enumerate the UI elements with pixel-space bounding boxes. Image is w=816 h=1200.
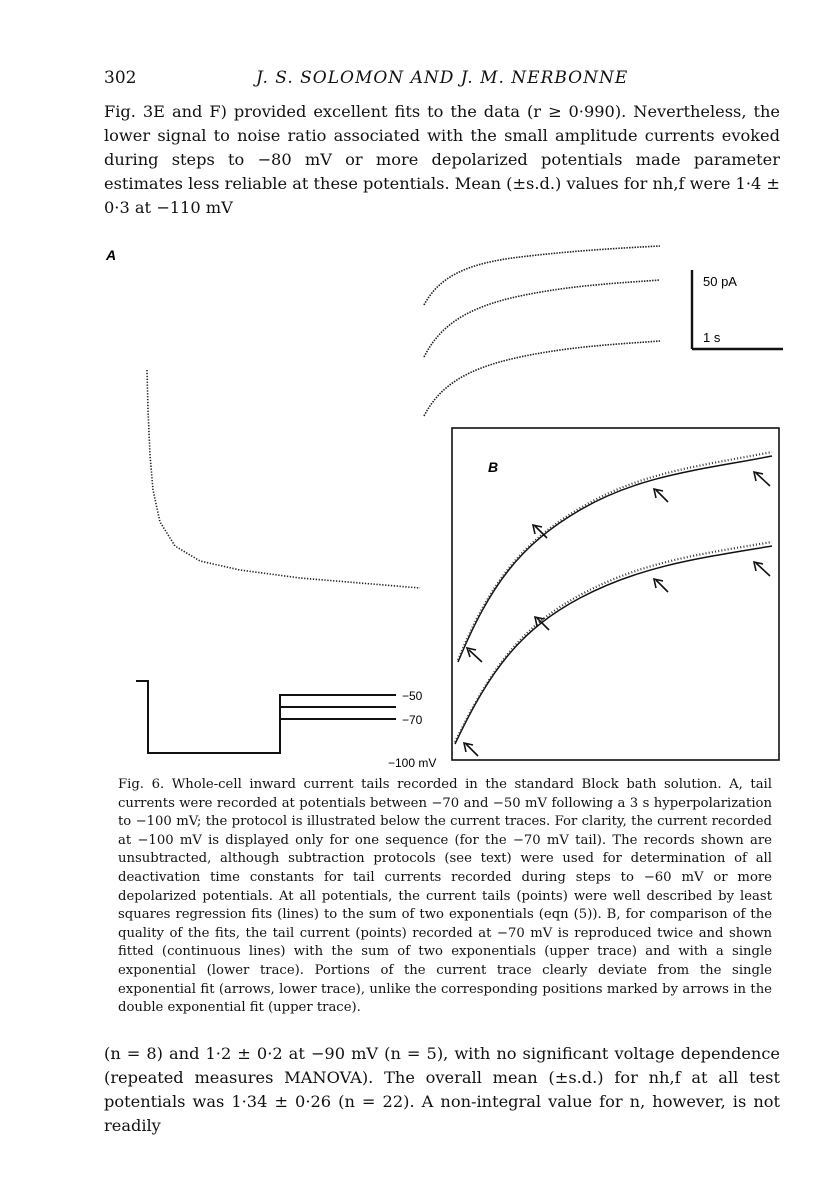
voltage-protocol — [136, 681, 396, 753]
tail-trace-middle — [424, 280, 660, 357]
arrow-icon — [654, 579, 668, 592]
arrow-icon — [467, 648, 482, 662]
double-exponential-fit — [458, 452, 772, 662]
single-exponential-fit — [455, 542, 772, 744]
arrow-icon — [754, 562, 770, 576]
body-paragraph-top: Fig. 3E and F) provided excellent fits to the data (r ≥ 0·990). Nevertheless, the lower signal to noise ratio associated with the small amplitude currents evoked during steps to −80 mV or more depolarized potentials made parameter estimates less reliable at these potentials. Mean (±s.d.) values for nh,f were 1·4 ± 0·3 at −110 mV — [104, 102, 780, 217]
protocol-label-minus-50: −50 — [402, 689, 423, 703]
running-head: J. S. SOLOMON AND J. M. NERBONNE — [256, 68, 629, 88]
figure-caption: Fig. 6. Whole-cell inward current tails recorded in the standard Block bath solution. A, tail currents were recorded at potentials between −70 and −50 mV following a 3 s hyperpolarization to −100 mV; the protocol is illustrated below the current traces. For clarity, the current recorded at −100 mV is displayed only for one sequence (for the −70 mV tail). The records shown are unsubtracted, although subtraction protocols (see text) were used for determination of all deactivation time constants for tail currents recorded during steps to −60 mV or more depolarized potentials. At all potentials, the current tails (points) were well described by least squares regression fits (lines) to the sum of two exponentials (eqn (5)). B, for comparison of the quality of the fits, the tail current (points) recorded at −70 mV is reproduced twice and shown fitted (continuous lines) with the sum of two exponentials (upper trace) and with a single exponential (lower trace). Portions of the current trace clearly deviate from the single exponential fit (arrows, lower trace), unlike the corresponding positions marked by arrows in the double exponential fit (upper trace). — [118, 777, 772, 1016]
arrow-icon — [654, 489, 668, 502]
page-number: 302 — [104, 68, 137, 88]
scale-label-current: 50 pA — [703, 274, 737, 289]
arrow-icon — [754, 472, 770, 486]
panel-b-label: B — [488, 459, 499, 475]
scale-label-time: 1 s — [703, 330, 721, 345]
panel-b-frame — [452, 428, 779, 760]
protocol-label-minus-70: −70 — [402, 713, 423, 727]
protocol-label-minus-100: −100 mV — [388, 756, 437, 770]
figure-6-graphic — [0, 230, 816, 770]
tail-trace-bottom — [424, 341, 660, 416]
arrow-icon — [464, 743, 478, 756]
panel-a-label: A — [106, 247, 117, 263]
figure-6 — [0, 230, 816, 770]
current-trace-minus-100mv — [147, 370, 420, 588]
body-paragraph-bottom: (n = 8) and 1·2 ± 0·2 at −90 mV (n = 5), with no significant voltage dependence (repeated measures MANOVA). The overall mean (±s.d.) for nh,f at all test potentials was 1·34 ± 0·26 (n = 22). A non-integral value for n, however, is not readily — [104, 1044, 780, 1135]
tail-trace-top — [424, 246, 660, 305]
